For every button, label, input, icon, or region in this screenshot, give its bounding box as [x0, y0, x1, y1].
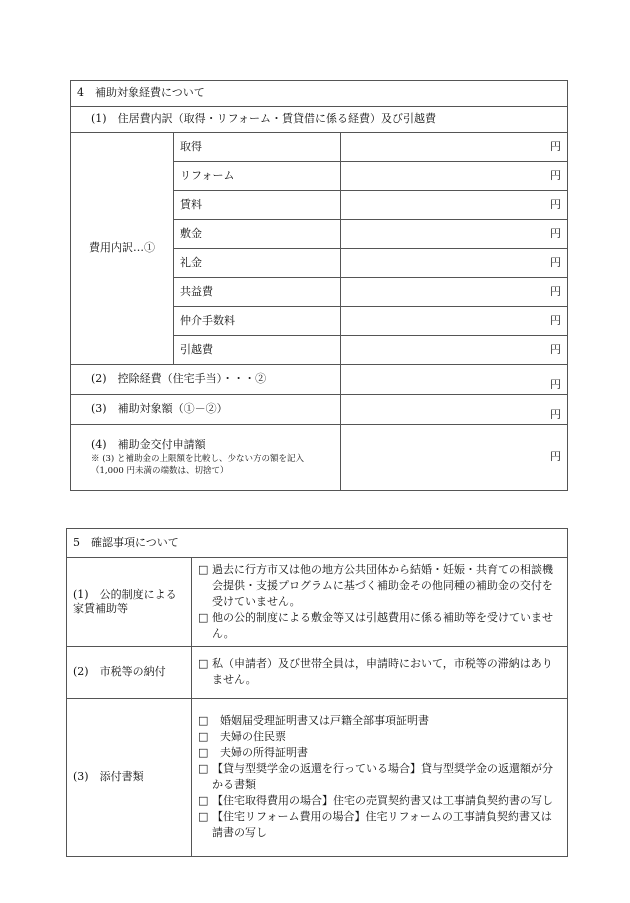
grant-label: (4) 補助金交付申請額	[91, 437, 206, 451]
item-amount-common-fee[interactable]	[341, 278, 568, 307]
check-item[interactable]: □ 過去に行方市又は他の地方公共団体から結婚・妊娠・共育ての相談機会提供・支援プログラムに基づく補助金その他同種の補助金の交付を受けていません。	[198, 563, 553, 608]
row-attachments-label: (3) 添付書類	[67, 698, 192, 856]
check-item[interactable]: □ 【住宅リフォーム費用の場合】住宅リフォームの工事請負契約書又は請書の写し	[198, 810, 552, 839]
checkbox-icon[interactable]: □	[198, 794, 209, 808]
item-amount-key-money[interactable]	[341, 249, 568, 278]
checkbox-icon[interactable]: □	[198, 714, 209, 728]
item-label-key-money: 礼金	[174, 249, 341, 278]
check-item[interactable]: □ 他の公的制度による敷金等又は引越費用に係る補助等を受けていません。	[198, 610, 553, 640]
checkbox-icon[interactable]: □	[198, 657, 209, 671]
grant-amount[interactable]	[341, 425, 568, 491]
item-label-common-fee: 共益費	[174, 278, 341, 307]
checkbox-icon[interactable]: □	[198, 730, 209, 744]
target-amount[interactable]	[341, 395, 568, 425]
item-amount-brokerage[interactable]	[341, 307, 568, 336]
item-label-moving: 引越費	[174, 336, 341, 365]
yen-unit: 円	[550, 313, 562, 327]
yen-unit: 円	[550, 407, 562, 421]
section4-table	[70, 80, 568, 491]
row-attachments-content	[192, 698, 568, 856]
check-item[interactable]: □ 【住宅取得費用の場合】住宅の売買契約書又は工事請負契約書の写し	[198, 794, 553, 808]
cost-breakdown-label: 費用内訳…①	[71, 133, 174, 365]
yen-unit: 円	[550, 168, 562, 182]
yen-unit: 円	[550, 255, 562, 269]
yen-unit: 円	[550, 450, 562, 464]
grant-note: ※ (3) と補助金の上限額を比較し、少ない方の額を記入（1,000 円未満の端数は、切捨て）	[91, 454, 304, 476]
yen-unit: 円	[550, 342, 562, 356]
deduction-label: (2) 控除経費（住宅手当）・・・②	[71, 365, 341, 395]
item-label-acquisition: 取得	[174, 133, 341, 162]
item-amount-acquisition[interactable]	[341, 133, 568, 162]
yen-unit: 円	[550, 377, 562, 391]
checkbox-icon[interactable]: □	[198, 610, 209, 624]
check-item[interactable]: □ 私（申請者）及び世帯全員は，申請時において，市税等の滞納はありません。	[198, 657, 553, 687]
item-label-reform: リフォーム	[174, 162, 341, 191]
item-amount-rent[interactable]	[341, 191, 568, 220]
grant-cell	[71, 425, 341, 491]
checkbox-icon[interactable]: □	[198, 746, 209, 760]
item-label-rent: 賃料	[174, 191, 341, 220]
checkbox-icon[interactable]: □	[198, 762, 209, 776]
check-item[interactable]: □ 婚姻届受理証明書又は戸籍全部事項証明書	[198, 714, 429, 728]
item-amount-deposit[interactable]	[341, 220, 568, 249]
row-public-subsidy-content	[192, 558, 568, 647]
section5-title: 5 確認事項について	[67, 529, 568, 558]
section4-title: 4 補助対象経費について	[71, 81, 568, 107]
check-item[interactable]: □ 夫婦の所得証明書	[198, 746, 308, 760]
target-amount-label: (3) 補助対象額（①－②）	[71, 395, 341, 425]
row-public-subsidy-label: (1) 公的制度による家賃補助等	[67, 558, 192, 647]
item-label-deposit: 敷金	[174, 220, 341, 249]
section4-sub1-title: (1) 住居費内訳（取得・リフォーム・賃貸借に係る経費）及び引越費	[71, 107, 568, 133]
row-tax-content	[192, 646, 568, 698]
checkbox-icon[interactable]: □	[198, 810, 209, 824]
yen-unit: 円	[550, 197, 562, 211]
check-item[interactable]: □ 【貸与型奨学金の返還を行っている場合】貸与型奨学金の返還額が分かる書類	[198, 762, 553, 792]
yen-unit: 円	[550, 284, 562, 298]
row-tax-label: (2) 市税等の納付	[67, 646, 192, 698]
item-amount-reform[interactable]	[341, 162, 568, 191]
section5-table	[66, 528, 568, 857]
check-item[interactable]: □ 夫婦の住民票	[198, 730, 286, 744]
checkbox-icon[interactable]: □	[198, 563, 209, 576]
check-list	[198, 558, 561, 646]
check-list	[198, 652, 561, 692]
check-list	[198, 709, 561, 845]
item-label-brokerage: 仲介手数料	[174, 307, 341, 336]
deduction-amount[interactable]	[341, 365, 568, 395]
item-amount-moving[interactable]	[341, 336, 568, 365]
yen-unit: 円	[550, 139, 562, 153]
yen-unit: 円	[550, 226, 562, 240]
